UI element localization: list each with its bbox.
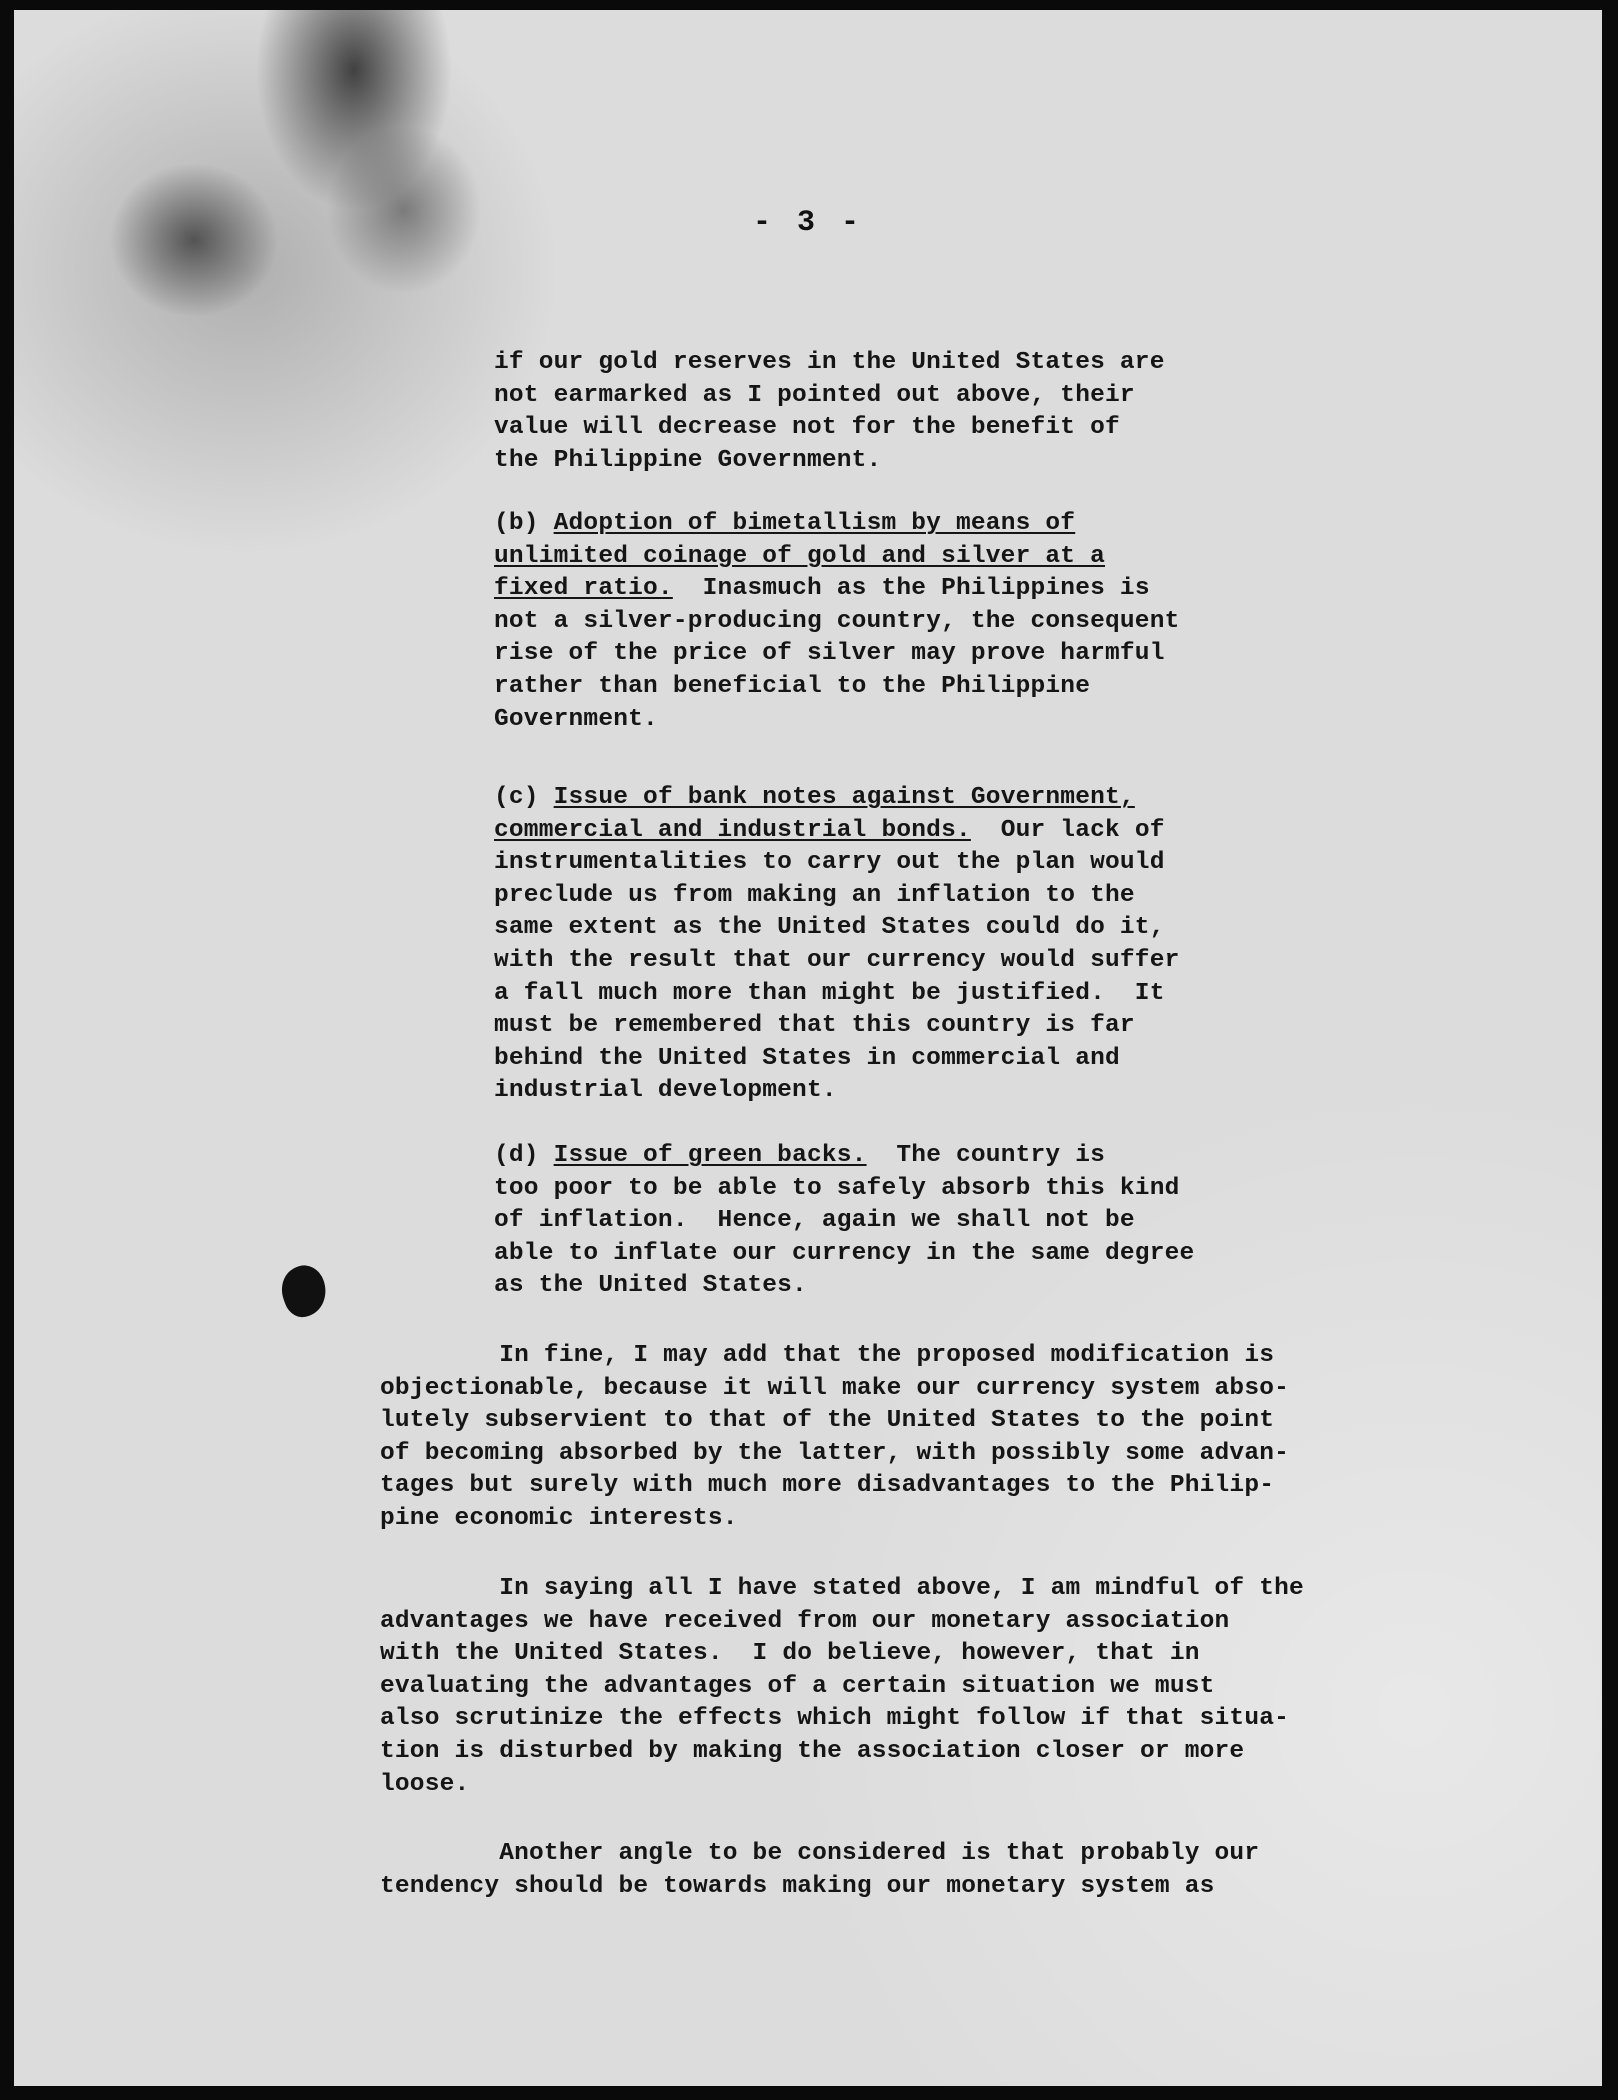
text-line: as the United States.: [494, 1272, 807, 1300]
text-line: not a silver-producing country, the consequent: [494, 607, 1180, 635]
text-line: rather than beneficial to the Philippine: [494, 672, 1091, 700]
paragraph-another-angle: [380, 1838, 1259, 1903]
text-segment: The country is: [866, 1142, 1106, 1169]
text-line: [494, 541, 1180, 574]
text-line: of becoming absorbed by the latter, with possibly some advan-: [380, 1439, 1290, 1467]
text-line: loose.: [380, 1770, 470, 1798]
text-segment: (c): [494, 784, 554, 811]
text-line: with the result that our currency would suffer: [494, 946, 1180, 974]
text-line: instrumentalities to carry out the plan would: [494, 849, 1165, 877]
text-line: tendency should be towards making our monetary system as: [380, 1872, 1215, 1900]
text-segment: Inasmuch as the Philippines is: [672, 575, 1150, 603]
ink-blot: [275, 1260, 333, 1322]
underlined-heading: fixed ratio.: [494, 575, 673, 603]
text-line: objectionable, because it will make our currency system abso-: [380, 1374, 1290, 1402]
text-line: tion is disturbed by making the association closer or more: [380, 1737, 1245, 1765]
underlined-heading: Issue of green backs.: [553, 1142, 867, 1169]
text-line: In saying all I have stated above, I am mindful of the: [380, 1575, 1304, 1602]
text-line: [494, 508, 1180, 541]
text-line: In fine, I may add that the proposed modification is: [380, 1342, 1275, 1369]
text-line: [494, 782, 1180, 815]
text-line: [494, 1140, 1194, 1173]
document-page: [14, 10, 1602, 2086]
text-line: not earmarked as I pointed out above, their: [494, 381, 1135, 409]
text-line: tages but surely with much more disadvantages to the Philip-: [380, 1472, 1275, 1500]
text-line: with the United States. I do believe, however, that in: [380, 1640, 1200, 1668]
page-number: - 3 -: [752, 206, 863, 240]
text-segment: Our lack of: [970, 816, 1165, 844]
paragraph-gold-reserves: [494, 347, 1165, 477]
text-line: Government.: [494, 705, 658, 733]
text-line: a fall much more than might be justified. It: [494, 979, 1165, 1007]
text-line: behind the United States in commercial and: [494, 1044, 1120, 1072]
text-line: same extent as the United States could do it,: [494, 914, 1165, 942]
text-line: the Philippine Government.: [494, 446, 882, 474]
text-line: advantages we have received from our monetary association: [380, 1607, 1230, 1635]
text-line: Another angle to be considered is that probably our: [380, 1840, 1260, 1867]
text-line: must be remembered that this country is far: [494, 1012, 1135, 1040]
text-line: able to inflate our currency in the same degree: [494, 1239, 1195, 1267]
paragraph-green-backs: [494, 1140, 1194, 1303]
text-segment: (b): [494, 510, 554, 537]
paragraph-in-fine: [380, 1340, 1289, 1536]
underlined-heading: Issue of bank notes against Government,: [553, 784, 1135, 811]
underlined-heading: unlimited coinage of gold and silver at a: [494, 542, 1105, 570]
text-line: industrial development.: [494, 1077, 837, 1105]
paragraph-bimetallism: [494, 508, 1180, 736]
text-line: value will decrease not for the benefit of: [494, 414, 1120, 442]
paragraph-bank-notes: [494, 782, 1180, 1108]
text-line: of inflation. Hence, again we shall not be: [494, 1207, 1135, 1235]
text-line: preclude us from making an inflation to the: [494, 881, 1135, 909]
text-line: pine economic interests.: [380, 1504, 738, 1532]
underlined-heading: Adoption of bimetallism by means of: [553, 510, 1076, 537]
text-line: evaluating the advantages of a certain situation we must: [380, 1672, 1215, 1700]
text-line: lutely subservient to that of the United States to the point: [380, 1407, 1275, 1435]
paragraph-in-saying: [380, 1573, 1304, 1801]
text-line: also scrutinize the effects which might follow if that situa-: [380, 1705, 1290, 1733]
text-line: too poor to be able to safely absorb this kind: [494, 1174, 1180, 1202]
text-segment: (d): [494, 1142, 554, 1169]
text-line: rise of the price of silver may prove harmful: [494, 640, 1165, 668]
underlined-heading: commercial and industrial bonds.: [494, 816, 971, 844]
text-line: [494, 573, 1180, 606]
text-line: if our gold reserves in the United States are: [494, 349, 1165, 376]
text-line: [494, 815, 1180, 848]
